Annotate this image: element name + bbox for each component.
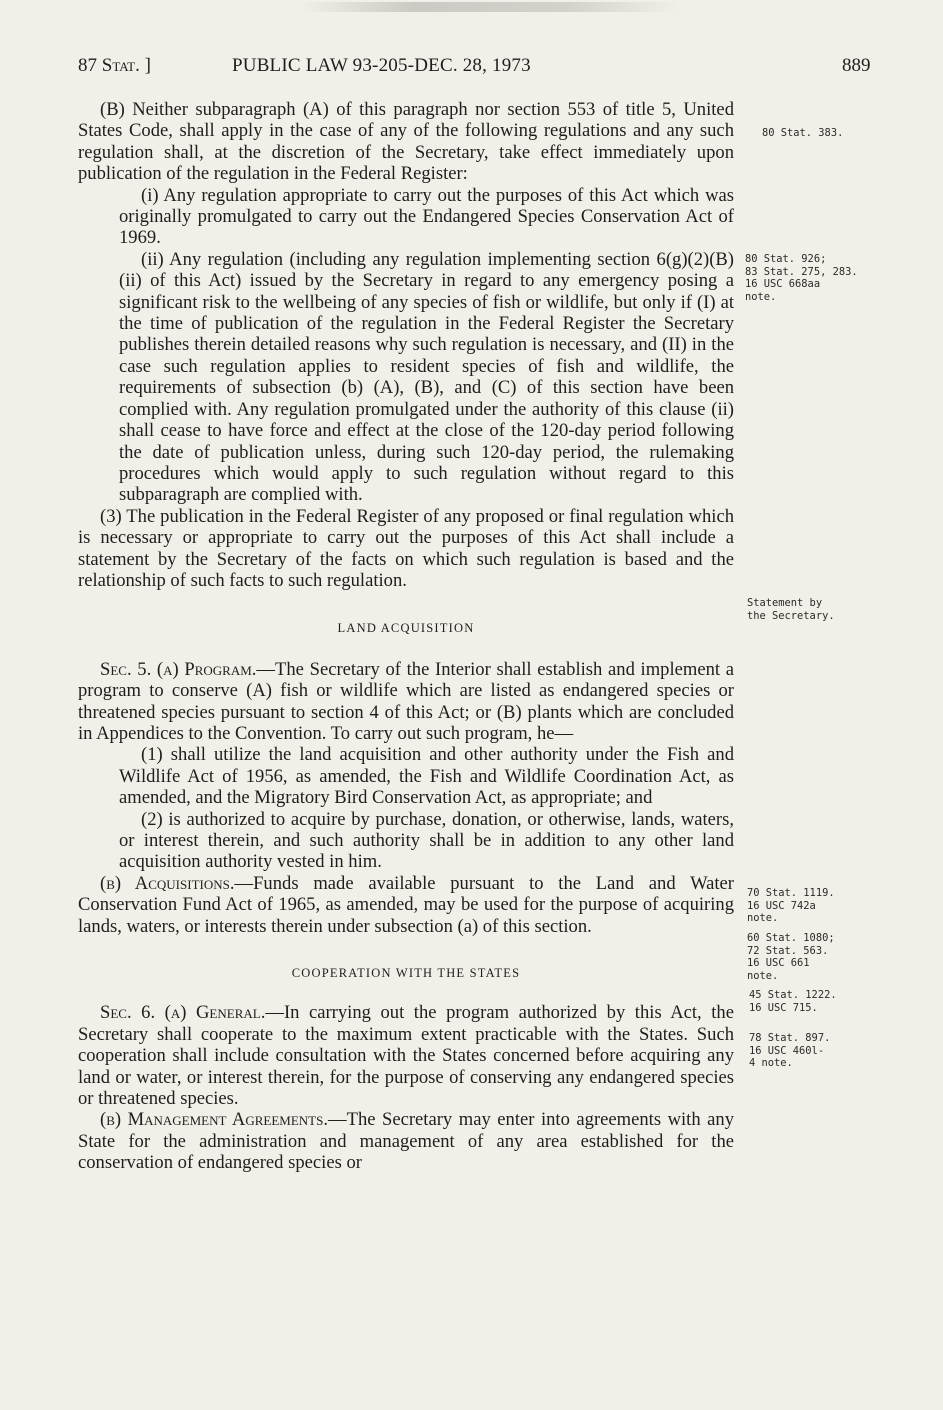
- margin-note-60-stat-1080: 60 Stat. 1080; 72 Stat. 563. 16 USC 661 note.: [747, 932, 835, 982]
- margin-note-80-stat-926: 80 Stat. 926; 83 Stat. 275, 283. 16 USC 668aa note.: [745, 253, 858, 303]
- section-5-a: [78, 659, 734, 745]
- margin-note-statement-by-secretary: Statement by the Secretary.: [747, 597, 835, 622]
- section-5-b-text: —Funds made available pursuant to the Land and Water Conservation Fund Act of 1965, as amended, may be used for the purpose of acquiring lands, waters, or interests therein under subsection (a) of this section.: [78, 872, 734, 937]
- paragraph-b-intro: (B) Neither subparagraph (A) of this paragraph nor section 553 of title 5, United States Code, shall apply in the case of any of the following regulations and any such regulation shall, at the discretion of the Secretary, take effect immediately upon publication of the regulation in the Federal Register:: [78, 99, 734, 185]
- section-6-label: Sec. 6. (a) General.: [100, 1002, 266, 1024]
- section-5-label: Sec. 5. (a) Program.: [100, 658, 257, 680]
- paragraph-b-i: (i) Any regulation appropriate to carry out the purposes of this Act which was originally promulgated to carry out the Endangered Species Conservation Act of 1969.: [119, 184, 734, 249]
- scan-smudge: [300, 2, 680, 12]
- page-header: [0, 55, 943, 83]
- section-5-b-label: (b) Acquisitions.: [100, 872, 235, 894]
- statute-reference: 87 Stat. ]: [78, 55, 151, 76]
- body-text: [78, 99, 734, 1174]
- law-title: PUBLIC LAW 93-205-DEC. 28, 1973: [232, 55, 531, 76]
- section-6-a: [78, 1002, 734, 1109]
- section-5-2: (2) is authorized to acquire by purchase, donation, or otherwise, lands, waters, or interest therein, and such authority shall be in addition to any other land acquisition authority vested in him.: [119, 808, 734, 873]
- margin-note-70-stat-1119: 70 Stat. 1119. 16 USC 742a note.: [747, 887, 835, 925]
- margin-note-80-stat-383: 80 Stat. 383.: [762, 127, 844, 139]
- margin-note-45-stat-1222: 45 Stat. 1222. 16 USC 715.: [749, 989, 837, 1014]
- section-6-a-text: —In carrying out the program authorized by this Act, the Secretary shall cooperate to the maximum extent practicable with the States. Such cooperation shall include consultation with the States concerned before acquiring any land or water, or interest therein, for the purpose of conserving any endangered species or threatened species.: [78, 1002, 734, 1110]
- section-6-b-text: —The Secretary may enter into agreements with any State for the administration and management of any area established for the conservation of endangered species or: [78, 1109, 734, 1174]
- section-6-b: [78, 1109, 734, 1173]
- margin-note-78-stat-897: 78 Stat. 897. 16 USC 460l- 4 note.: [749, 1032, 831, 1070]
- section-6-b-label: (b) Management Agreements.: [100, 1109, 328, 1131]
- section-heading-land-acquisition: LAND ACQUISITION: [337, 621, 475, 636]
- paragraph-3: (3) The publication in the Federal Register of any proposed or final regulation which is necessary or appropriate to carry out the purposes of this Act shall include a statement by the Secretary of the facts on which such regulation is based and the relationship of such facts to such regulation.: [78, 505, 734, 591]
- section-5-1: (1) shall utilize the land acquisition and other authority under the Fish and Wildlife Act of 1956, as amended, the Fish and Wildlife Coordination Act, as amended, and the Migratory Bird Conservation Act, as appropriate; and: [119, 744, 734, 809]
- section-heading-cooperation: COOPERATION WITH THE STATES: [291, 966, 521, 981]
- page-number: 889: [842, 55, 871, 76]
- paragraph-b-ii: (ii) Any regulation (including any regulation implementing section 6(g)(2)(B)(ii) of this Act) issued by the Secretary in regard to any emergency posing a significant risk to the wellbeing of any species of fish or wildlife, but only if (I) at the time of publication of the regulation in the Federal Register the Secretary publishes therein detailed reasons why such regulation is necessary, and (II) in the case such regulation applies to resident species of fish and wildlife, the requirements of subsection (b) (A), (B), and (C) of this section have been complied with. Any regulation promulgated under the authority of this clause (ii) shall cease to have force and effect at the close of the 120-day period following the date of publication unless, during such 120-day period, the rulemaking procedures which would apply to such regulation without regard to this subparagraph are complied with.: [119, 248, 734, 506]
- section-5-b: [78, 873, 734, 937]
- section-5-a-text: —The Secretary of the Interior shall establish and implement a program to conserve (A) fish or wildlife which are listed as endangered species or threatened species pursuant to section 4 of this Act; or (B) plants which are concluded in Appendices to the Convention. To carry out such program, he—: [78, 658, 734, 744]
